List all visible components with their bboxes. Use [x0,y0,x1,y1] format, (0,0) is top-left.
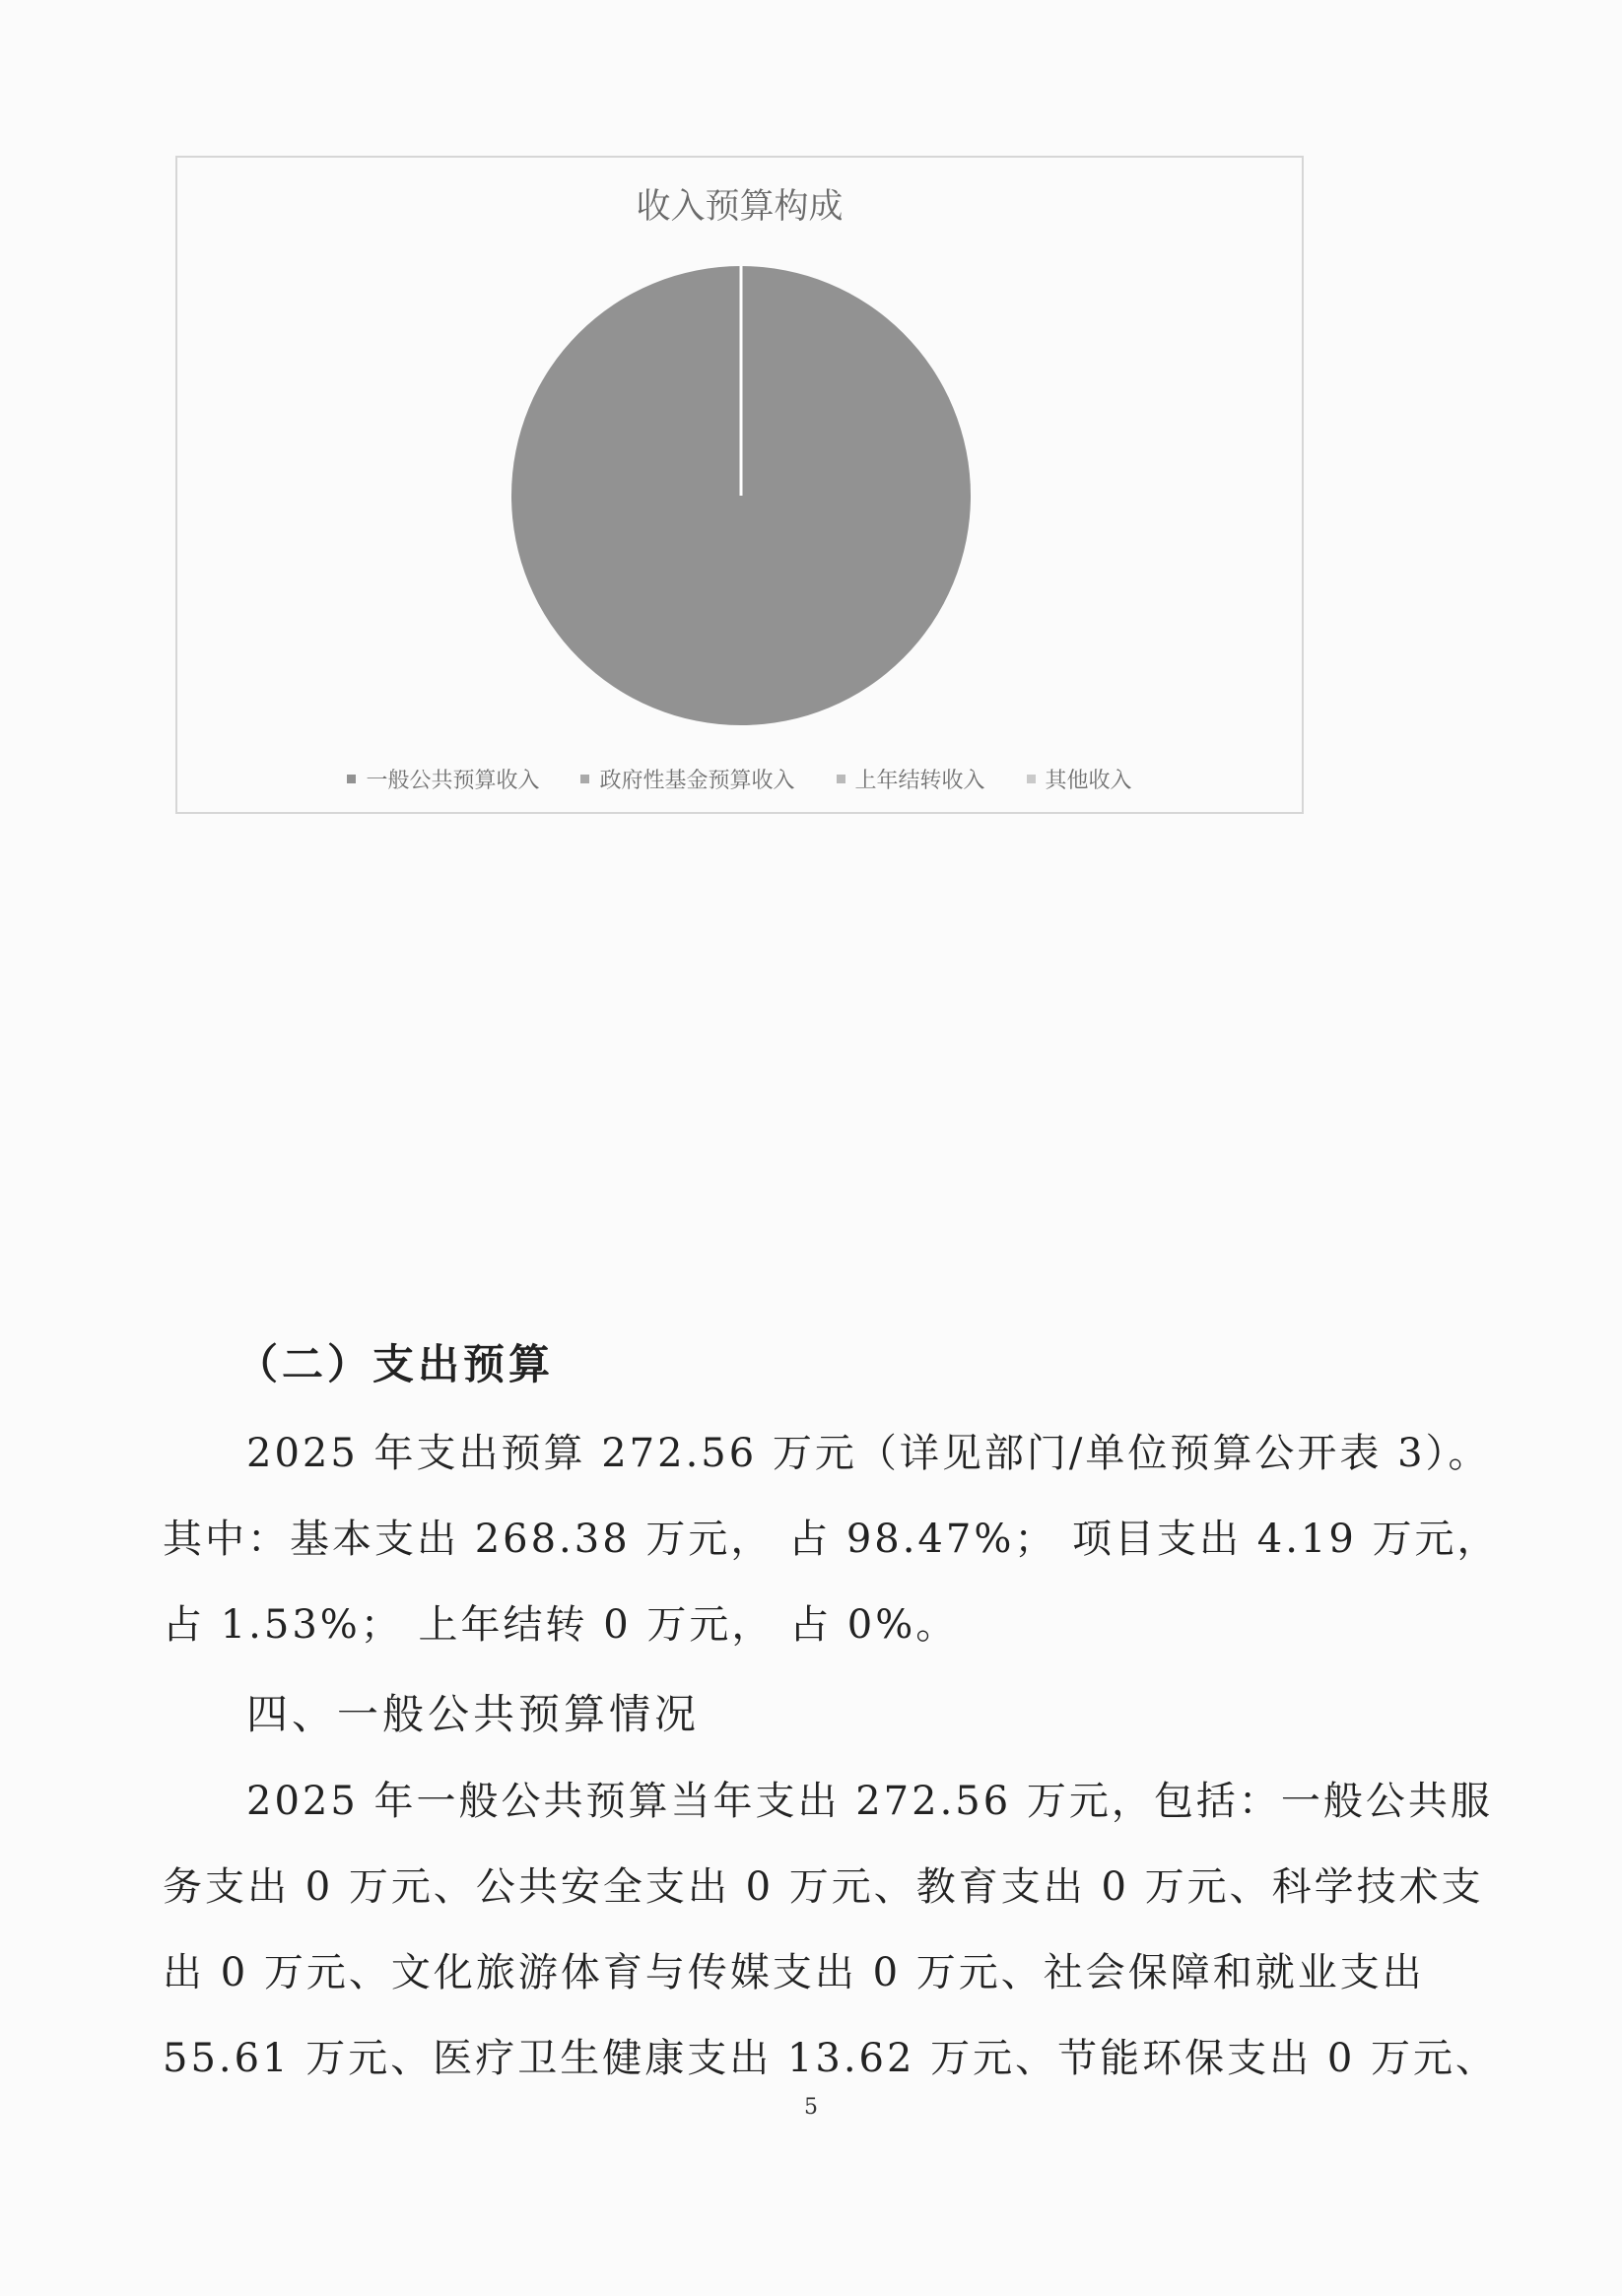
legend-item [1027,764,1132,794]
legend-swatch [837,775,845,783]
legend-label: 其他收入 [1045,769,1132,793]
legend-item [580,764,794,794]
paragraph-line: 占 1.53%； 上年结转 0 万元， 占 0%。 [163,1602,959,1648]
chart-title: 收入预算构成 [636,187,844,227]
paragraph-line: 2025 年支出预算 272.56 万元（详见部门/单位预算公开表 3）。 [246,1431,1491,1476]
section-heading-general-budget: 四、一般公共预算情况 [246,1690,701,1738]
legend-label: 上年结转收入 [854,769,985,793]
legend-swatch [1027,775,1036,783]
paragraph-line: 2025 年一般公共预算当年支出 272.56 万元，包括：一般公共服 [246,1779,1493,1824]
legend-swatch [580,775,589,783]
legend-label: 政府性基金预算收入 [599,769,795,793]
legend-label: 一般公共预算收入 [366,769,540,793]
chart-legend [177,764,1302,794]
section-heading-expenditure: （二）支出预算 [237,1340,555,1388]
legend-item [347,764,539,794]
pie-chart-svg [177,158,1306,749]
legend-swatch [347,775,356,783]
paragraph-line: 务支出 0 万元、公共安全支出 0 万元、教育支出 0 万元、科学技术支 [163,1864,1484,1910]
income-budget-pie-chart [175,156,1304,814]
paragraph-line: 出 0 万元、文化旅游体育与传媒支出 0 万元、社会保障和就业支出 [163,1950,1425,1995]
paragraph-line: 55.61 万元、医疗卫生健康支出 13.62 万元、节能环保支出 0 万元、 [163,2036,1499,2081]
paragraph-line: 其中：基本支出 268.38 万元， 占 98.47%； 项目支出 4.19 万元， [163,1517,1500,1562]
page-number: 5 [804,2095,818,2120]
legend-item [837,764,985,794]
